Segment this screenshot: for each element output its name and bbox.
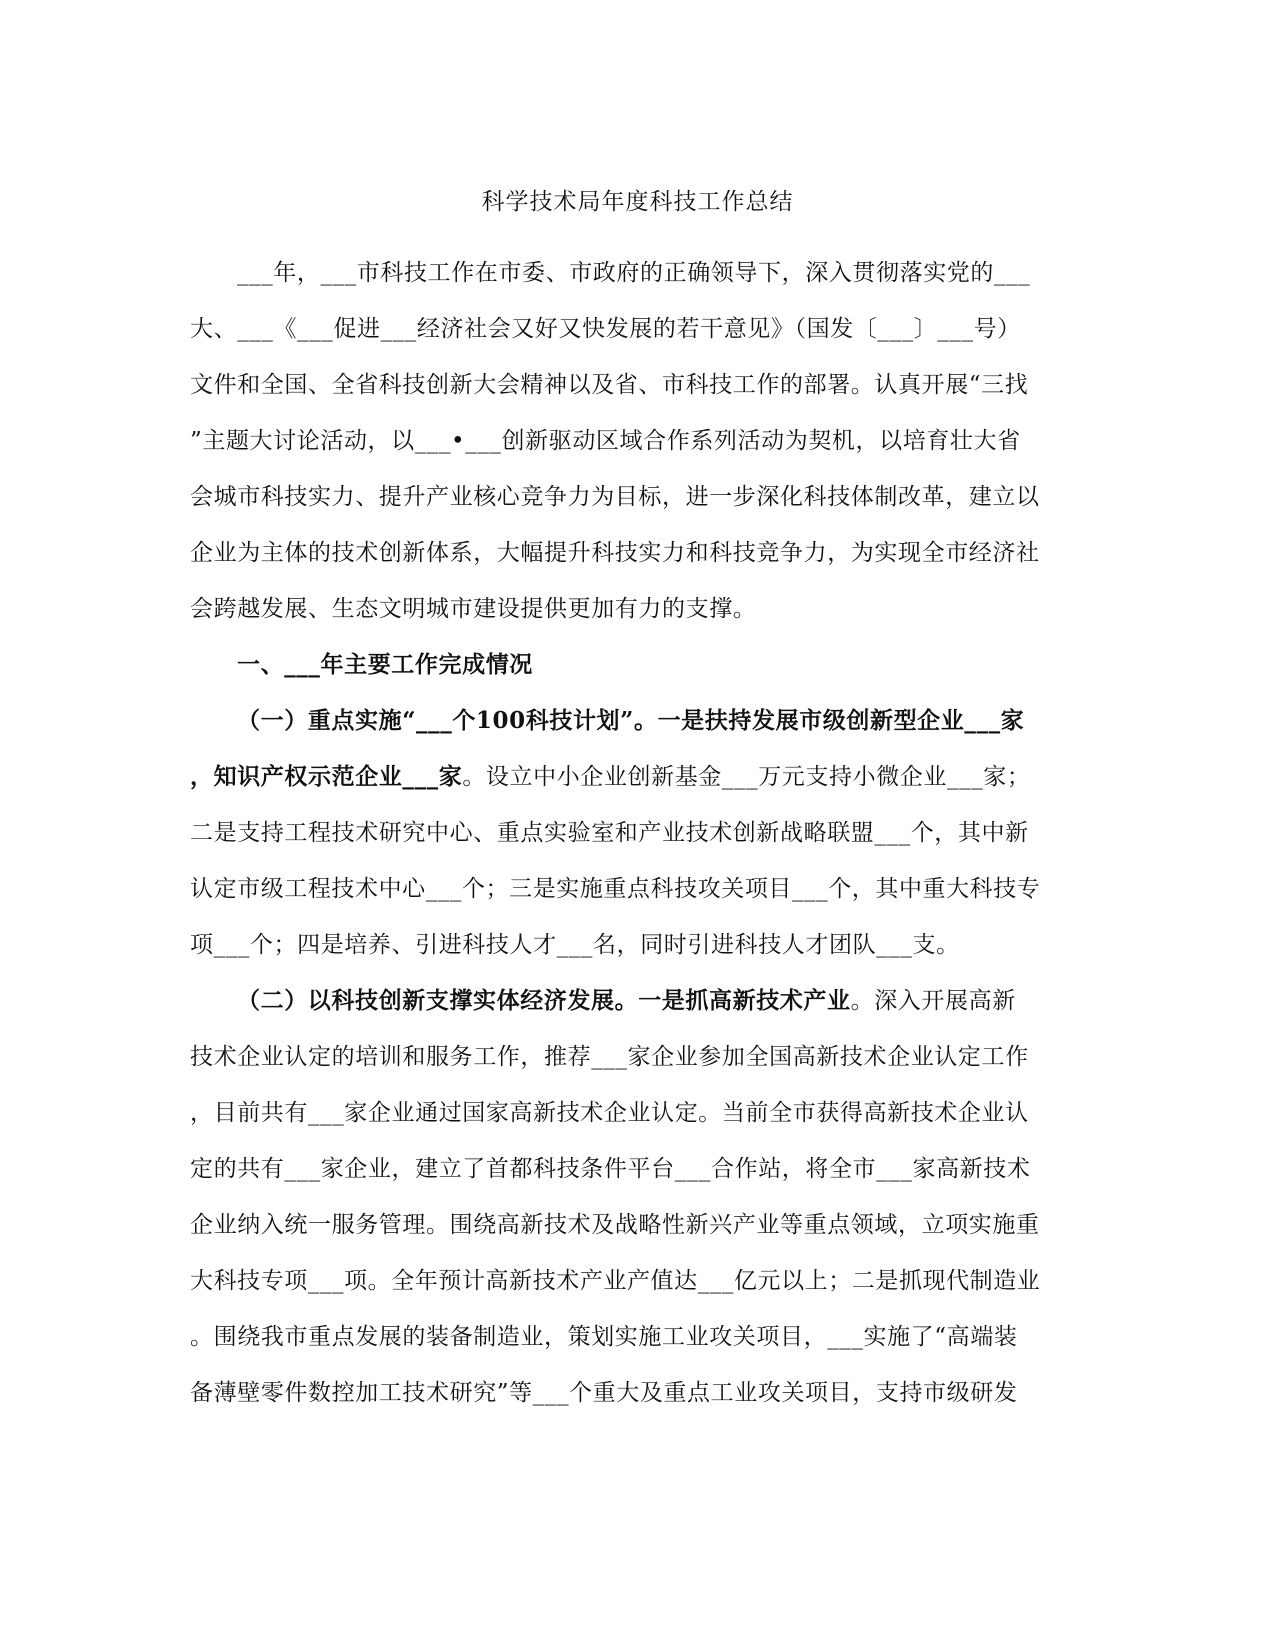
- paragraph-line: [190, 314, 1021, 344]
- line-text: 项___个；四是培养、引进科技人才___名，同时引进科技人才团队___支。: [190, 932, 960, 958]
- paragraph-line: [237, 258, 1030, 288]
- section-heading-text: 一、___年主要工作完成情况: [237, 651, 533, 678]
- line-text-bold: ，知识产权示范企业___家: [190, 763, 463, 790]
- subheading-text: （二）以科技创新支撑实体经济发展。一是抓高新技术产业: [237, 987, 851, 1014]
- paragraph-line: [190, 1042, 1029, 1072]
- paragraph-line: [190, 762, 1031, 792]
- paragraph-line: [190, 1154, 1031, 1184]
- subheading-text: （一）重点实施“___个100科技计划”。一是扶持发展市级创新型企业___家: [237, 707, 1025, 734]
- line-text: 认定市级工程技术中心___个；三是实施重点科技攻关项目___个，其中重大科技专: [190, 876, 1041, 902]
- paragraph-line: [190, 1098, 1029, 1128]
- line-text: 。深入开展高新: [850, 988, 1016, 1014]
- paragraph-line: [237, 706, 1024, 736]
- paragraph-line: [190, 594, 756, 624]
- line-text: 企业纳入统一服务管理。围绕高新技术及战略性新兴产业等重点领域，立项实施重: [190, 1212, 1040, 1238]
- paragraph-line: [190, 1378, 1017, 1408]
- line-text: 大科技专项___项。全年预计高新技术产业产值达___亿元以上；二是抓现代制造业: [190, 1268, 1041, 1294]
- document-title: 科学技术局年度科技工作总结: [481, 189, 794, 215]
- section-heading: [237, 650, 533, 680]
- line-text: 大、___《___促进___经济社会又好又快发展的若干意见》（国发〔___〕___号）: [190, 316, 1021, 342]
- paragraph-line: [190, 1322, 1017, 1352]
- line-text: 企业为主体的技术创新体系，大幅提升科技实力和科技竞争力，为实现全市经济社: [190, 540, 1040, 566]
- line-text: 技术企业认定的培训和服务工作，推荐___家企业参加全国高新技术企业认定工作: [190, 1044, 1029, 1070]
- line-text: 。设立中小企业创新基金___万元支持小微企业___家；: [462, 764, 1031, 790]
- line-text: 定的共有___家企业，建立了首都科技条件平台___合作站，将全市___家高新技术: [190, 1156, 1031, 1182]
- line-text: ”主题大讨论活动，以___•___创新驱动区域合作系列活动为契机，以培育壮大省: [190, 428, 1021, 454]
- paragraph-line: [190, 818, 1029, 848]
- paragraph-line: [190, 930, 960, 960]
- paragraph-line: [237, 986, 1016, 1016]
- paragraph-line: [190, 482, 1040, 512]
- paragraph-line: [190, 426, 1021, 456]
- line-text: 二是支持工程技术研究中心、重点实验室和产业技术创新战略联盟___个，其中新: [190, 820, 1029, 846]
- paragraph-line: [190, 1210, 1040, 1240]
- paragraph-line: [190, 538, 1040, 568]
- line-text: ，目前共有___家企业通过国家高新技术企业认定。当前全市获得高新技术企业认: [190, 1100, 1029, 1126]
- line-text: 。围绕我市重点发展的装备制造业，策划实施工业攻关项目，___实施了“高端装: [190, 1324, 1018, 1350]
- line-text: 会跨越发展、生态文明城市建设提供更加有力的支撑。: [190, 596, 757, 622]
- line-text: 会城市科技实力、提升产业核心竞争力为目标，进一步深化科技体制改革，建立以: [190, 484, 1040, 510]
- paragraph-line: [190, 1266, 1040, 1296]
- line-text: 备薄壁零件数控加工技术研究”等___个重大及重点工业攻关项目，支持市级研发: [190, 1380, 1018, 1406]
- line-text: ___年，___市科技工作在市委、市政府的正确领导下，深入贯彻落实党的___: [237, 260, 1031, 286]
- paragraph-line: [190, 370, 1028, 400]
- paragraph-line: [190, 874, 1040, 904]
- line-text: 文件和全国、全省科技创新大会精神以及省、市科技工作的部署。认真开展“三找: [190, 372, 1029, 398]
